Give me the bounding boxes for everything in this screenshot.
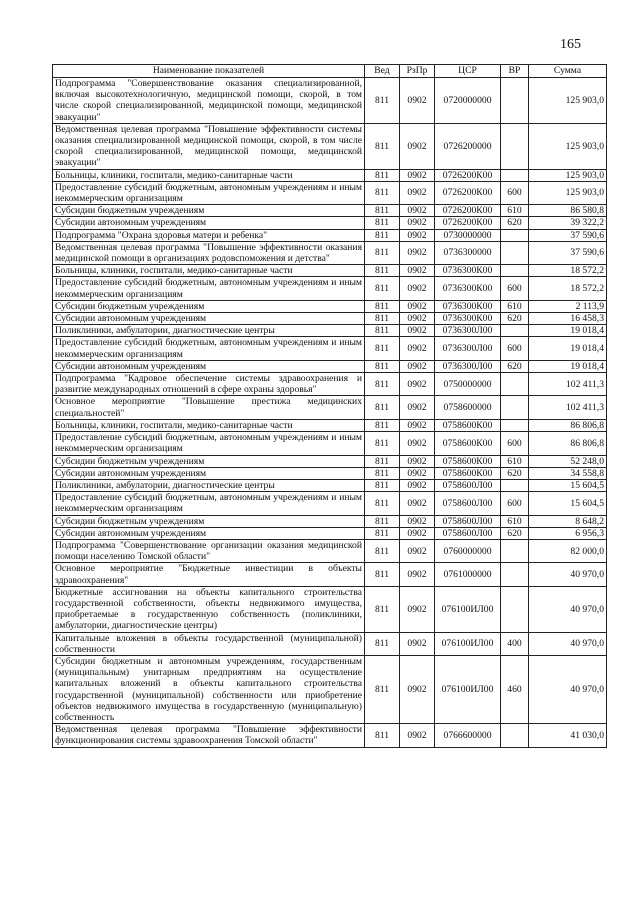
row-csr: 0726200К00	[435, 169, 501, 181]
row-rzpr: 0902	[400, 205, 435, 217]
row-sum: 86 806,8	[529, 432, 607, 455]
row-vr: 620	[501, 217, 529, 229]
row-rzpr: 0902	[400, 432, 435, 455]
row-csr: 0758600000	[435, 396, 501, 419]
table-row	[53, 655, 607, 723]
row-sum: 125 903,0	[529, 169, 607, 181]
row-ved: 811	[365, 360, 400, 372]
row-vr	[501, 563, 529, 586]
row-sum: 102 411,3	[529, 373, 607, 396]
row-csr: 0758600К00	[435, 455, 501, 467]
header-csr: ЦСР	[435, 65, 501, 78]
row-vr	[501, 241, 529, 264]
row-ved: 811	[365, 724, 400, 747]
row-rzpr: 0902	[400, 277, 435, 300]
row-rzpr: 0902	[400, 360, 435, 372]
header-sum: Сумма	[529, 65, 607, 78]
row-ved: 811	[365, 396, 400, 419]
row-csr: 0760000000	[435, 539, 501, 562]
table-row	[53, 205, 607, 217]
row-sum: 8 648,2	[529, 515, 607, 527]
header-name: Наименование показателей	[53, 65, 365, 78]
row-rzpr: 0902	[400, 539, 435, 562]
row-sum: 37 590,6	[529, 229, 607, 241]
row-name: Предоставление субсидий бюджетным, автономным учреждениям и иным некоммерческим организациям	[53, 277, 365, 300]
table-row	[53, 325, 607, 337]
row-csr: 0758600Л00	[435, 492, 501, 515]
row-vr	[501, 169, 529, 181]
row-csr: 076100ИЛ00	[435, 632, 501, 655]
row-vr: 620	[501, 313, 529, 325]
header-ved: Вед	[365, 65, 400, 78]
row-csr: 0758600Л00	[435, 515, 501, 527]
row-name: Бюджетные ассигнования на объекты капитального строительства государственной собственности, объекты недвижимого имущества, приобретаемые в государственную собственность (поликлиники, амбулатории, диагностические центры)	[53, 586, 365, 632]
row-csr: 0730000000	[435, 229, 501, 241]
budget-table	[52, 64, 607, 748]
table-row	[53, 169, 607, 181]
row-vr	[501, 396, 529, 419]
row-vr	[501, 539, 529, 562]
row-vr	[501, 586, 529, 632]
row-ved: 811	[365, 479, 400, 491]
row-sum: 40 970,0	[529, 563, 607, 586]
row-ved: 811	[365, 539, 400, 562]
row-ved: 811	[365, 586, 400, 632]
row-name: Субсидии бюджетным учреждениям	[53, 300, 365, 312]
table-row	[53, 479, 607, 491]
table-row	[53, 300, 607, 312]
table-row	[53, 419, 607, 431]
row-sum: 41 030,0	[529, 724, 607, 747]
row-name: Субсидии бюджетным учреждениям	[53, 205, 365, 217]
row-ved: 811	[365, 515, 400, 527]
row-rzpr: 0902	[400, 419, 435, 431]
table-row	[53, 432, 607, 455]
row-sum: 37 590,6	[529, 241, 607, 264]
row-rzpr: 0902	[400, 337, 435, 360]
row-rzpr: 0902	[400, 123, 435, 169]
row-name: Подпрограмма "Совершенствование оказания специализированной, включая высокотехнологичную, медицинской помощи, скорой, в том числе скорой специализированной, медицинской помощи, медицинской эвакуации"	[53, 78, 365, 124]
row-name: Поликлиники, амбулатории, диагностические центры	[53, 325, 365, 337]
row-name: Субсидии бюджетным и автономным учреждениям, государственным (муниципальным) унитарным предприятиям на осуществление капитальных вложений в объекты капитального строительства государственной (муниципальной) собственности или приобретение объектов недвижимого имущества в государственную (муниципальную) собственность	[53, 655, 365, 723]
row-sum: 125 903,0	[529, 123, 607, 169]
row-csr: 0726200К00	[435, 181, 501, 204]
row-sum: 82 000,0	[529, 539, 607, 562]
row-csr: 0758600К00	[435, 467, 501, 479]
table-row	[53, 360, 607, 372]
row-ved: 811	[365, 123, 400, 169]
row-ved: 811	[365, 632, 400, 655]
row-csr: 0736300К00	[435, 277, 501, 300]
row-ved: 811	[365, 325, 400, 337]
row-sum: 2 113,9	[529, 300, 607, 312]
row-csr: 0758600Л00	[435, 527, 501, 539]
row-ved: 811	[365, 205, 400, 217]
row-sum: 102 411,3	[529, 396, 607, 419]
row-vr	[501, 373, 529, 396]
table-row	[53, 277, 607, 300]
row-vr	[501, 419, 529, 431]
row-ved: 811	[365, 563, 400, 586]
row-ved: 811	[365, 492, 400, 515]
row-ved: 811	[365, 265, 400, 277]
row-rzpr: 0902	[400, 241, 435, 264]
row-rzpr: 0902	[400, 313, 435, 325]
row-rzpr: 0902	[400, 563, 435, 586]
row-name: Капитальные вложения в объекты государственной (муниципальной) собственности	[53, 632, 365, 655]
row-ved: 811	[365, 300, 400, 312]
table-row	[53, 515, 607, 527]
table-row	[53, 527, 607, 539]
row-ved: 811	[365, 313, 400, 325]
row-ved: 811	[365, 277, 400, 300]
row-vr: 600	[501, 337, 529, 360]
header-vr: ВР	[501, 65, 529, 78]
row-ved: 811	[365, 655, 400, 723]
row-vr: 610	[501, 455, 529, 467]
row-name: Субсидии автономным учреждениям	[53, 527, 365, 539]
row-name: Субсидии автономным учреждениям	[53, 360, 365, 372]
row-rzpr: 0902	[400, 515, 435, 527]
row-ved: 811	[365, 241, 400, 264]
row-csr: 0766600000	[435, 724, 501, 747]
row-vr: 610	[501, 205, 529, 217]
row-sum: 125 903,0	[529, 181, 607, 204]
row-rzpr: 0902	[400, 181, 435, 204]
row-csr: 0736300000	[435, 241, 501, 264]
row-rzpr: 0902	[400, 632, 435, 655]
table-row	[53, 123, 607, 169]
row-name: Подпрограмма "Кадровое обеспечение системы здравоохранения и развитие международных отношений в сфере охраны здоровья"	[53, 373, 365, 396]
row-csr: 0726200К00	[435, 217, 501, 229]
row-ved: 811	[365, 229, 400, 241]
row-vr	[501, 479, 529, 491]
table-row	[53, 724, 607, 747]
row-csr: 0736300К00	[435, 313, 501, 325]
row-ved: 811	[365, 217, 400, 229]
row-name: Субсидии бюджетным учреждениям	[53, 455, 365, 467]
table-row	[53, 229, 607, 241]
row-vr: 460	[501, 655, 529, 723]
row-sum: 40 970,0	[529, 586, 607, 632]
row-name: Субсидии бюджетным учреждениям	[53, 515, 365, 527]
table-row	[53, 337, 607, 360]
row-csr: 076100ИЛ00	[435, 586, 501, 632]
row-sum: 40 970,0	[529, 655, 607, 723]
row-rzpr: 0902	[400, 300, 435, 312]
row-name: Подпрограмма "Совершенствование организации оказания медицинской помощи населению Томской области"	[53, 539, 365, 562]
row-ved: 811	[365, 337, 400, 360]
row-vr: 400	[501, 632, 529, 655]
row-ved: 811	[365, 527, 400, 539]
row-csr: 0736300Л00	[435, 337, 501, 360]
row-csr: 0758600К00	[435, 419, 501, 431]
table-header-row	[53, 65, 607, 78]
table-row	[53, 586, 607, 632]
row-vr: 600	[501, 277, 529, 300]
table-row	[53, 492, 607, 515]
row-vr: 600	[501, 492, 529, 515]
row-rzpr: 0902	[400, 217, 435, 229]
table-row	[53, 396, 607, 419]
row-rzpr: 0902	[400, 396, 435, 419]
row-vr: 620	[501, 360, 529, 372]
row-vr: 600	[501, 181, 529, 204]
row-name: Больницы, клиники, госпитали, медико-санитарные части	[53, 419, 365, 431]
row-name: Субсидии автономным учреждениям	[53, 467, 365, 479]
table-body	[53, 78, 607, 748]
row-sum: 40 970,0	[529, 632, 607, 655]
table-row	[53, 313, 607, 325]
table-row	[53, 455, 607, 467]
row-name: Ведомственная целевая программа "Повышение эффективности функционирования системы здравоохранения Томской области"	[53, 724, 365, 747]
header-rzpr: РзПр	[400, 65, 435, 78]
row-rzpr: 0902	[400, 373, 435, 396]
row-vr: 620	[501, 527, 529, 539]
row-name: Субсидии автономным учреждениям	[53, 217, 365, 229]
row-sum: 86 580,8	[529, 205, 607, 217]
row-ved: 811	[365, 373, 400, 396]
table-row	[53, 632, 607, 655]
row-vr: 610	[501, 300, 529, 312]
row-name: Подпрограмма "Охрана здоровья матери и ребенка"	[53, 229, 365, 241]
row-ved: 811	[365, 432, 400, 455]
row-csr: 0726200000	[435, 123, 501, 169]
row-vr	[501, 78, 529, 124]
table-row	[53, 181, 607, 204]
row-rzpr: 0902	[400, 724, 435, 747]
table-row	[53, 217, 607, 229]
row-sum: 15 604,5	[529, 479, 607, 491]
row-rzpr: 0902	[400, 325, 435, 337]
row-name: Предоставление субсидий бюджетным, автономным учреждениям и иным некоммерческим организациям	[53, 181, 365, 204]
row-csr: 0726200К00	[435, 205, 501, 217]
row-csr: 0761000000	[435, 563, 501, 586]
table-row	[53, 373, 607, 396]
table-row	[53, 563, 607, 586]
table-row	[53, 241, 607, 264]
row-name: Ведомственная целевая программа "Повышение эффективности системы оказания специализированной медицинской помощи, скорой, в том числе скорой специализированной, медицинской помощи, медицинской эвакуации"	[53, 123, 365, 169]
row-rzpr: 0902	[400, 492, 435, 515]
row-ved: 811	[365, 181, 400, 204]
row-rzpr: 0902	[400, 467, 435, 479]
row-rzpr: 0902	[400, 655, 435, 723]
row-sum: 6 956,3	[529, 527, 607, 539]
row-csr: 0720000000	[435, 78, 501, 124]
page-number: 165	[560, 37, 581, 52]
row-name: Предоставление субсидий бюджетным, автономным учреждениям и иным некоммерческим организациям	[53, 492, 365, 515]
row-sum: 52 248,0	[529, 455, 607, 467]
row-sum: 86 806,8	[529, 419, 607, 431]
row-ved: 811	[365, 419, 400, 431]
row-rzpr: 0902	[400, 229, 435, 241]
row-csr: 0736300К00	[435, 265, 501, 277]
row-vr	[501, 229, 529, 241]
row-ved: 811	[365, 78, 400, 124]
row-csr: 0736300Л00	[435, 325, 501, 337]
row-name: Ведомственная целевая программа "Повышение эффективности оказания медицинской помощи в организациях родовспоможения и детства"	[53, 241, 365, 264]
row-vr: 610	[501, 515, 529, 527]
row-csr: 076100ИЛ00	[435, 655, 501, 723]
row-rzpr: 0902	[400, 169, 435, 181]
row-sum: 19 018,4	[529, 325, 607, 337]
row-csr: 0758600Л00	[435, 479, 501, 491]
row-sum: 39 322,2	[529, 217, 607, 229]
row-name: Основное мероприятие "Повышение престижа медицинских специальностей"	[53, 396, 365, 419]
row-vr: 600	[501, 432, 529, 455]
row-rzpr: 0902	[400, 527, 435, 539]
row-ved: 811	[365, 169, 400, 181]
row-sum: 16 458,3	[529, 313, 607, 325]
row-csr: 0736300Л00	[435, 360, 501, 372]
table-row	[53, 78, 607, 124]
row-name: Поликлиники, амбулатории, диагностические центры	[53, 479, 365, 491]
row-sum: 19 018,4	[529, 360, 607, 372]
row-name: Предоставление субсидий бюджетным, автономным учреждениям и иным некоммерческим организациям	[53, 337, 365, 360]
row-sum: 34 558,8	[529, 467, 607, 479]
row-vr	[501, 724, 529, 747]
row-csr: 0736300К00	[435, 300, 501, 312]
row-vr	[501, 325, 529, 337]
row-name: Больницы, клиники, госпитали, медико-санитарные части	[53, 169, 365, 181]
row-vr: 620	[501, 467, 529, 479]
row-csr: 0750000000	[435, 373, 501, 396]
row-rzpr: 0902	[400, 479, 435, 491]
row-sum: 18 572,2	[529, 277, 607, 300]
row-name: Больницы, клиники, госпитали, медико-санитарные части	[53, 265, 365, 277]
table-row	[53, 539, 607, 562]
table-row	[53, 265, 607, 277]
row-sum: 125 903,0	[529, 78, 607, 124]
table-row	[53, 467, 607, 479]
row-vr	[501, 265, 529, 277]
row-csr: 0758600К00	[435, 432, 501, 455]
row-rzpr: 0902	[400, 265, 435, 277]
row-rzpr: 0902	[400, 586, 435, 632]
row-name: Основное мероприятие "Бюджетные инвестиции в объекты здравоохранения"	[53, 563, 365, 586]
row-vr	[501, 123, 529, 169]
row-sum: 18 572,2	[529, 265, 607, 277]
row-rzpr: 0902	[400, 78, 435, 124]
row-ved: 811	[365, 455, 400, 467]
row-sum: 19 018,4	[529, 337, 607, 360]
row-name: Предоставление субсидий бюджетным, автономным учреждениям и иным некоммерческим организациям	[53, 432, 365, 455]
row-sum: 15 604,5	[529, 492, 607, 515]
row-rzpr: 0902	[400, 455, 435, 467]
row-name: Субсидии автономным учреждениям	[53, 313, 365, 325]
row-ved: 811	[365, 467, 400, 479]
